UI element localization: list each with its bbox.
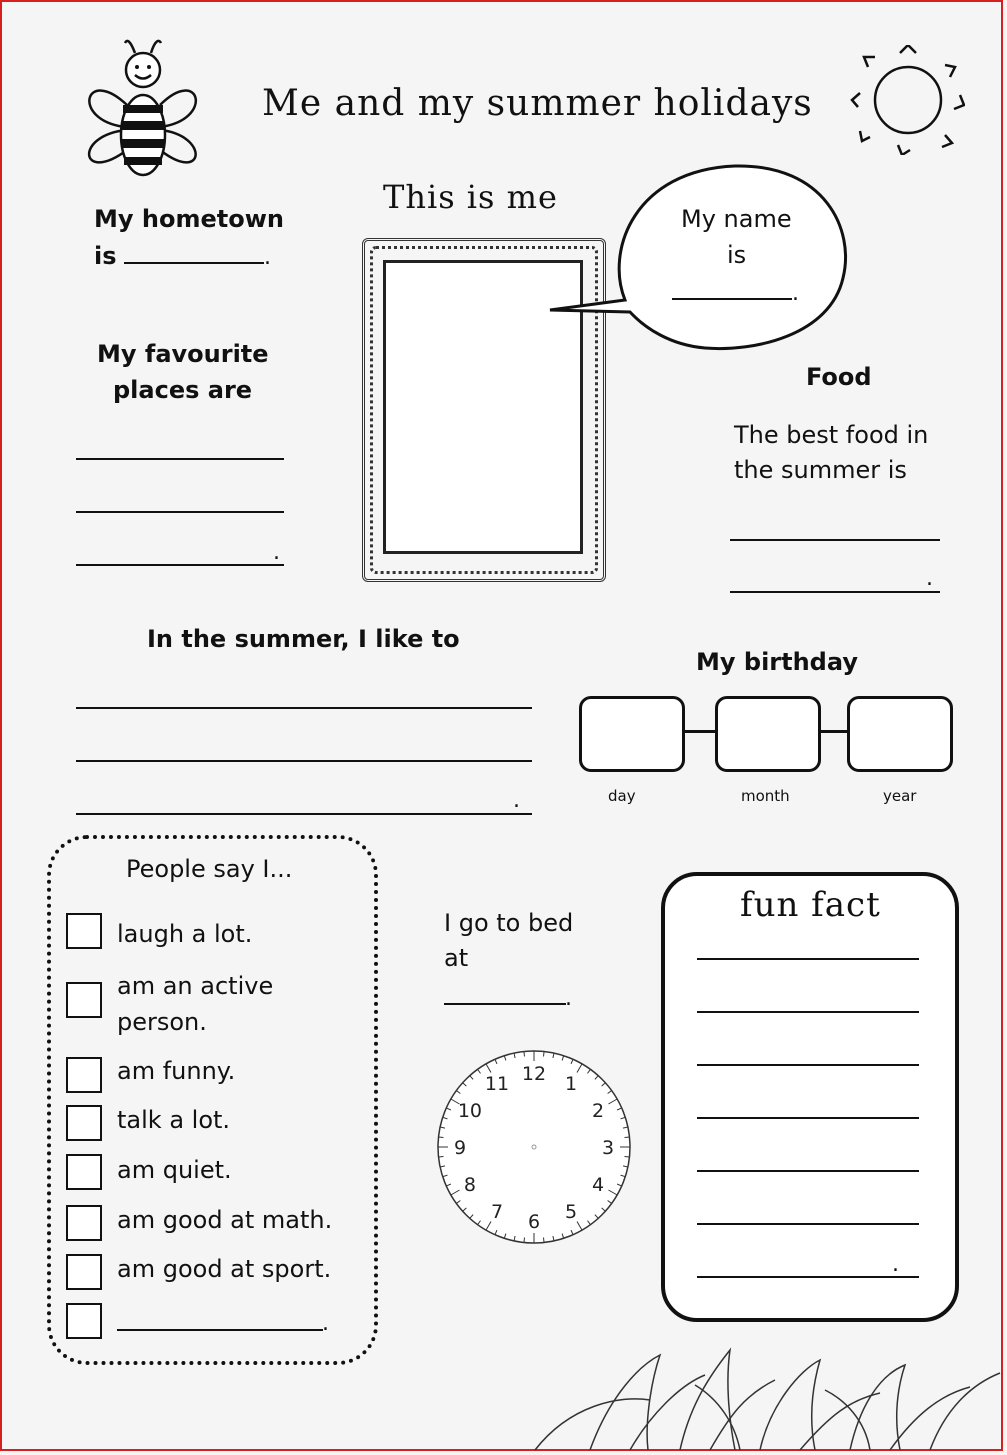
clock-tick: [439, 1157, 444, 1158]
birthday-year-label: year: [883, 787, 917, 805]
option-funny: am funny.: [117, 1057, 236, 1085]
birthday-day-box[interactable]: [579, 696, 685, 772]
food-answer-line-2[interactable]: [730, 591, 940, 593]
checkbox-sport[interactable]: [66, 1254, 102, 1290]
summer-like-line-3[interactable]: [76, 813, 532, 815]
speech-bubble: [545, 160, 855, 355]
option-quiet: am quiet.: [117, 1156, 232, 1184]
clock-tick: [544, 1238, 545, 1243]
clock-tick: [439, 1137, 444, 1138]
clock-tick: [625, 1137, 630, 1138]
food-label-2: the summer is: [734, 456, 907, 484]
birthday-connector-1: [680, 730, 720, 733]
birthday-heading: My birthday: [696, 648, 858, 676]
option-sport: am good at sport.: [117, 1255, 332, 1283]
grass-illustration: [530, 1345, 1005, 1453]
fun-fact-period: .: [892, 1252, 899, 1277]
clock-number: 7: [490, 1201, 504, 1224]
food-heading: Food: [806, 363, 872, 391]
clock-number: 11: [484, 1072, 510, 1095]
fun-fact-line-7[interactable]: [697, 1276, 919, 1278]
bed-label-2: at: [444, 944, 469, 972]
checkbox-funny[interactable]: [66, 1057, 102, 1093]
checkbox-other[interactable]: [66, 1303, 102, 1339]
name-period: .: [792, 281, 799, 306]
clock-number: 4: [592, 1174, 605, 1196]
clock-number: 3: [601, 1137, 615, 1159]
fun-fact-line-1[interactable]: [697, 958, 919, 960]
option-other-line[interactable]: [117, 1329, 323, 1331]
clock-tick: [524, 1238, 525, 1243]
checkbox-laugh[interactable]: [66, 913, 102, 949]
hometown-label-1: My hometown: [94, 205, 284, 233]
fun-fact-line-3[interactable]: [697, 1064, 919, 1066]
this-is-me-heading: This is me: [383, 178, 558, 216]
checkbox-quiet[interactable]: [66, 1154, 102, 1190]
bed-label-1: I go to bed: [444, 909, 574, 937]
page-title: Me and my summer holidays: [262, 83, 813, 124]
hometown-period: .: [264, 245, 271, 270]
favourite-places-label-1: My favourite: [97, 340, 269, 368]
summer-like-line-1[interactable]: [76, 707, 532, 709]
clock-number: 1: [564, 1072, 578, 1095]
favourite-places-label-2: places are: [113, 376, 253, 404]
people-say-heading: People say I...: [126, 855, 293, 883]
favourite-places-line-1[interactable]: [76, 458, 284, 460]
checkbox-active[interactable]: [66, 982, 102, 1018]
option-active-2: person.: [117, 1008, 207, 1036]
summer-like-label: In the summer, I like to: [147, 625, 460, 653]
clock-number: 8: [463, 1174, 476, 1196]
name-answer-line[interactable]: [672, 298, 792, 300]
birthday-day-label: day: [608, 787, 636, 805]
bed-period: .: [565, 986, 572, 1011]
fun-fact-line-4[interactable]: [697, 1117, 919, 1119]
birthday-year-box[interactable]: [847, 696, 953, 772]
sun-icon: [850, 45, 965, 155]
food-label-1: The best food in: [734, 421, 929, 449]
clock-tick: [625, 1157, 630, 1158]
fun-fact-line-2[interactable]: [697, 1011, 919, 1013]
clock-face: [434, 1047, 634, 1247]
clock-tick: [544, 1052, 545, 1057]
favourite-places-line-2[interactable]: [76, 511, 284, 513]
fun-fact-line-6[interactable]: [697, 1223, 919, 1225]
option-math: am good at math.: [117, 1206, 333, 1234]
clock-number: 6: [527, 1211, 541, 1233]
clock-number: 9: [453, 1137, 467, 1159]
option-talk: talk a lot.: [117, 1106, 231, 1134]
checkbox-talk[interactable]: [66, 1105, 102, 1141]
food-period: .: [926, 566, 933, 591]
clock-number: 5: [564, 1201, 578, 1224]
bee-icon: [75, 35, 210, 180]
summer-like-line-2[interactable]: [76, 760, 532, 762]
summer-like-period: .: [513, 788, 520, 813]
option-other-period: .: [322, 1311, 329, 1336]
clock-tick: [524, 1052, 525, 1057]
fun-fact-box: [661, 872, 959, 1322]
birthday-month-label: month: [741, 787, 790, 805]
food-answer-line-1[interactable]: [730, 539, 940, 541]
hometown-answer-line[interactable]: [124, 262, 264, 264]
name-label-1: My name: [681, 205, 792, 233]
favourite-places-line-3[interactable]: [76, 564, 284, 566]
fun-fact-heading: fun fact: [740, 885, 881, 925]
birthday-month-box[interactable]: [715, 696, 821, 772]
favourite-places-period: .: [273, 540, 280, 565]
clock-number: 10: [457, 1100, 483, 1122]
option-active-1: am an active: [117, 972, 274, 1000]
bed-answer-line[interactable]: [444, 1003, 566, 1005]
clock-number: 2: [592, 1100, 605, 1122]
name-label-2: is: [727, 241, 747, 269]
option-laugh: laugh a lot.: [117, 920, 253, 948]
clock-number: 12: [521, 1063, 547, 1085]
hometown-label-2: is: [94, 242, 117, 270]
fun-fact-line-5[interactable]: [697, 1170, 919, 1172]
checkbox-math[interactable]: [66, 1205, 102, 1241]
